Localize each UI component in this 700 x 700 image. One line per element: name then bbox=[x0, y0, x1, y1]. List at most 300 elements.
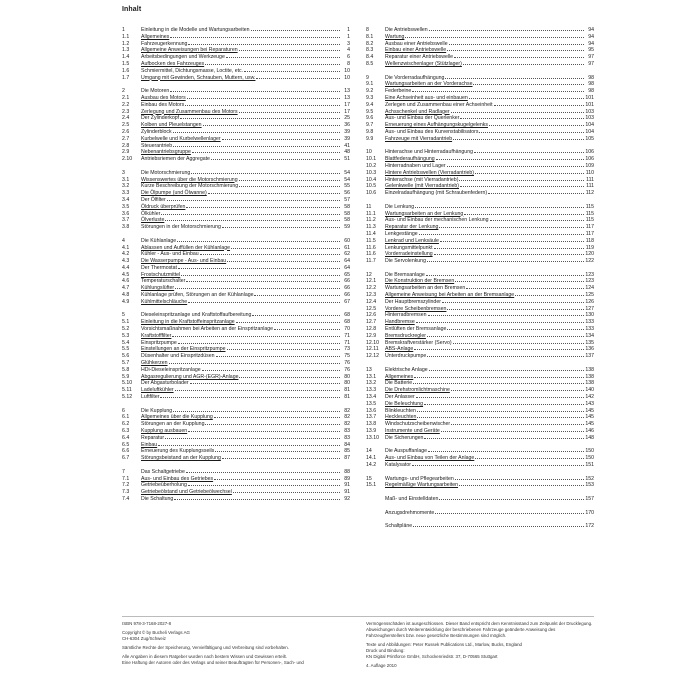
toc-entry-title: Vorsichtsmaßnahmen bei Arbeiten an der Einspritzanlage bbox=[141, 326, 274, 333]
toc-dot-leader bbox=[489, 122, 584, 126]
toc-entry-number: 11 bbox=[366, 203, 372, 210]
toc-entry bbox=[122, 47, 350, 54]
toc-entry-page: 48 bbox=[344, 149, 350, 156]
toc-entry-page: 68 bbox=[344, 319, 350, 326]
toc-dot-leader bbox=[211, 156, 340, 160]
toc-dot-leader bbox=[170, 88, 340, 92]
toc-entry-title: Die Auspuffanlage bbox=[385, 448, 428, 455]
toc-entry-page: 58 bbox=[344, 210, 350, 217]
toc-entry-page: 94 bbox=[588, 40, 594, 47]
toc-entry-page: 54 bbox=[344, 176, 350, 183]
toc-dot-leader bbox=[447, 47, 584, 51]
toc-dot-leader bbox=[239, 109, 340, 113]
toc-entry-title: Zylinderblock bbox=[141, 128, 172, 135]
toc-dot-leader bbox=[222, 224, 340, 228]
toc-entry-page: 76 bbox=[344, 360, 350, 367]
toc-entry bbox=[122, 34, 350, 41]
toc-entry-page: 136 bbox=[585, 346, 594, 353]
toc-entry-page: 150 bbox=[585, 455, 594, 462]
toc-dot-leader bbox=[416, 394, 584, 398]
toc-entry-title: Der Abgasturbolader bbox=[141, 380, 189, 387]
toc-entry bbox=[122, 217, 350, 224]
toc-entry-title: Heckleuchten bbox=[385, 414, 417, 421]
toc-entry-number: 12.5 bbox=[366, 305, 377, 312]
toc-dot-leader bbox=[463, 61, 584, 65]
toc-entry-title: Kühlmittelschläuche bbox=[141, 298, 188, 305]
toc-section bbox=[366, 448, 594, 468]
toc-entry-title: Die Lenkung bbox=[385, 203, 415, 210]
toc-dot-leader bbox=[449, 41, 584, 45]
toc-dot-leader bbox=[469, 95, 584, 99]
toc-entry bbox=[122, 122, 350, 129]
toc-entry-number: 13.6 bbox=[366, 407, 377, 414]
toc-entry-title: Katalysator bbox=[385, 462, 411, 468]
toc-entry bbox=[122, 346, 350, 353]
toc-section bbox=[122, 170, 350, 231]
toc-entry-title: Steuerantrieb bbox=[141, 142, 173, 149]
toc-entry-number: 2.4 bbox=[122, 115, 130, 122]
toc-entry-page: 81 bbox=[344, 387, 350, 394]
toc-entry bbox=[366, 333, 594, 340]
toc-entry-page: 126 bbox=[585, 298, 594, 305]
toc-entry-title: Die Schaltung bbox=[141, 495, 174, 502]
toc-dot-leader bbox=[439, 224, 584, 228]
toc-entry-title: Frostschutzmittel bbox=[141, 271, 181, 278]
toc-section bbox=[122, 408, 350, 462]
toc-dot-leader bbox=[178, 340, 340, 344]
toc-dot-leader bbox=[429, 367, 584, 371]
toc-entry-number: 2.3 bbox=[122, 108, 130, 115]
toc-dot-leader bbox=[181, 272, 340, 276]
toc-entry-page: 83 bbox=[344, 428, 350, 435]
toc-entry bbox=[366, 278, 594, 285]
toc-dot-leader bbox=[233, 489, 340, 493]
toc-entry-page: 3 bbox=[347, 40, 350, 47]
toc-entry-title: Die Ölpumpe (und Ölwanne) bbox=[141, 190, 207, 197]
toc-dot-leader bbox=[442, 299, 584, 303]
toc-entry-title: Umgang mit Gewinden, Schrauben, Muttern, usw. bbox=[141, 74, 256, 81]
toc-entry-number: 5.12 bbox=[122, 394, 133, 401]
toc-entry-title: Reparatur bbox=[141, 434, 165, 441]
toc-dot-leader bbox=[455, 278, 584, 282]
toc-entry-page: 59 bbox=[344, 224, 350, 231]
toc-chapter-entry bbox=[366, 27, 594, 34]
toc-dot-leader bbox=[445, 75, 584, 79]
toc-dot-leader bbox=[188, 482, 340, 486]
toc-entry-title: Getriebeüberholung bbox=[141, 482, 187, 489]
toc-entry bbox=[366, 136, 594, 143]
toc-entry-number: 3.7 bbox=[122, 217, 130, 224]
toc-dot-leader bbox=[473, 81, 584, 85]
toc-entry-title: Der Thermostat bbox=[141, 264, 177, 271]
toc-entry-title: Kühler - Aus- und Einbau bbox=[141, 251, 199, 258]
toc-entry-page: 98 bbox=[588, 81, 594, 88]
toc-entry-number: 1.2 bbox=[122, 40, 130, 47]
toc-entry-number: 5.7 bbox=[122, 360, 130, 367]
toc-entry-page: 145 bbox=[585, 421, 594, 428]
toc-entry bbox=[366, 312, 594, 319]
toc-entry-number: 5.11 bbox=[122, 387, 132, 394]
toc-entry-title: Die Motorschmierung bbox=[141, 169, 191, 176]
toc-entry bbox=[366, 245, 594, 252]
toc-entry bbox=[122, 414, 350, 421]
toc-section bbox=[366, 204, 594, 265]
toc-dot-leader bbox=[447, 326, 584, 330]
toc-entry-page: 83 bbox=[344, 434, 350, 441]
toc-entry-page: 17 bbox=[344, 101, 350, 108]
toc-entry-number: 6.7 bbox=[122, 455, 130, 462]
toc-entry bbox=[366, 217, 594, 224]
toc-dot-leader bbox=[165, 435, 340, 439]
toc-entry-number: 3.8 bbox=[122, 224, 130, 231]
toc-dot-leader bbox=[453, 136, 584, 140]
toc-entry-number: 8 bbox=[366, 27, 369, 33]
toc-entry-page: 91 bbox=[344, 489, 350, 496]
toc-dot-leader bbox=[417, 414, 584, 418]
toc-dot-leader bbox=[160, 394, 340, 398]
toc-entry-title: Wartungsarbeiten an den Bremsen bbox=[385, 285, 466, 292]
toc-entry-number: 14 bbox=[366, 448, 372, 455]
toc-chapter-entry bbox=[366, 510, 594, 517]
footer-paragraph: Copyright © by Bucheli Verlags AG CH-6304 Zug/Schweiz bbox=[122, 630, 190, 641]
toc-entry-page: 84 bbox=[344, 441, 350, 448]
toc-entry-title: Einleitung in die Modelle und Wartungsarbeiten bbox=[141, 27, 250, 33]
toc-entry-page: 82 bbox=[344, 421, 350, 428]
toc-entry-title: Reparatur der Lenkung bbox=[385, 224, 439, 231]
toc-entry bbox=[366, 285, 594, 292]
toc-entry-number: 13 bbox=[366, 366, 372, 373]
toc-entry bbox=[122, 455, 350, 462]
toc-entry bbox=[366, 47, 594, 54]
toc-entry-title: Wartung bbox=[385, 33, 405, 40]
toc-entry bbox=[122, 54, 350, 61]
toc-chapter-entry bbox=[366, 523, 594, 530]
toc-entry-number: 9 bbox=[366, 74, 369, 81]
toc-entry bbox=[366, 353, 594, 360]
toc-dot-leader bbox=[490, 217, 584, 221]
toc-chapter-entry bbox=[366, 204, 594, 211]
toc-entry-page: 55 bbox=[344, 183, 350, 190]
toc-entry-page: 66 bbox=[344, 292, 350, 299]
toc-entry-number: 5.8 bbox=[122, 366, 130, 373]
toc-dot-leader bbox=[214, 476, 340, 480]
toc-entry bbox=[366, 54, 594, 61]
toc-entry-number: 2 bbox=[122, 88, 125, 95]
toc-dot-leader bbox=[226, 54, 340, 58]
toc-chapter-entry bbox=[122, 88, 350, 95]
toc-dot-leader bbox=[169, 360, 340, 364]
toc-entry bbox=[366, 326, 594, 333]
toc-entry-title: Kupplung ausbauen bbox=[141, 428, 188, 435]
toc-dot-leader bbox=[466, 285, 584, 289]
toc-chapter-entry bbox=[122, 170, 350, 177]
toc-entry-title: Kurbelwelle und Kurbelwellenlager bbox=[141, 135, 221, 142]
toc-entry bbox=[366, 61, 594, 68]
toc-entry bbox=[366, 394, 594, 401]
toc-entry bbox=[122, 129, 350, 136]
toc-entry-number: 12.4 bbox=[366, 298, 377, 305]
toc-entry-page: 143 bbox=[585, 400, 594, 407]
toc-entry-number: 9.6 bbox=[366, 115, 374, 122]
toc-entry bbox=[366, 462, 594, 469]
toc-entry-page: 152 bbox=[585, 475, 594, 482]
toc-entry-title: Einstellungen an der Einspritzpumpe bbox=[141, 346, 226, 353]
toc-entry-title: Die Batterie bbox=[385, 380, 413, 387]
footer-paragraph: Vermögensschäden ist ausgeschlossen. Dieser Band entspricht dem Kenntnisstand zum Zeitpunkt der Drucklegung. Abweichungen durch Weiterentwicklung der beschriebenen Fahrzeuge geänderte Anweisung des Fahrzeugherstellers bzw. neue gesetzliche Bestimmungen sind möglich. bbox=[366, 621, 593, 638]
toc-dot-leader bbox=[419, 231, 584, 235]
toc-entry-page: 70 bbox=[344, 326, 350, 333]
toc-entry bbox=[366, 428, 594, 435]
toc-dot-leader bbox=[434, 251, 584, 255]
toc-entry-page: 123 bbox=[585, 278, 594, 285]
toc-entry-number: 2.10 bbox=[122, 156, 133, 163]
toc-entry-title: Erneuerung eines Aufhängungskugelgelenks bbox=[385, 122, 488, 129]
toc-entry-number: 13.5 bbox=[366, 400, 377, 407]
toc-entry-page: 85 bbox=[344, 448, 350, 455]
toc-entry-title: Gelenkwelle (mit Vierradantrieb) bbox=[385, 183, 460, 190]
toc-entry bbox=[122, 109, 350, 116]
toc-entry-title: Die Wasserpumpe - Aus- und Einbau bbox=[141, 258, 227, 265]
toc-dot-leader bbox=[167, 197, 340, 201]
toc-entry-title: Schaltpläne bbox=[385, 523, 413, 530]
toc-entry-title: Einbau des Motors bbox=[141, 101, 185, 108]
toc-entry bbox=[366, 211, 594, 218]
toc-entry bbox=[122, 442, 350, 449]
toc-entry-page: 13 bbox=[344, 94, 350, 101]
toc-dot-leader bbox=[208, 190, 340, 194]
toc-section bbox=[366, 27, 594, 68]
toc-entry-number: 3.6 bbox=[122, 210, 130, 217]
toc-entry bbox=[122, 333, 350, 340]
toc-entry-page: 80 bbox=[344, 380, 350, 387]
toc-entry-page: 103 bbox=[585, 115, 594, 122]
toc-entry-number: 9.4 bbox=[366, 101, 374, 108]
toc-entry-page: 111 bbox=[586, 183, 594, 190]
toc-entry-page: 8 bbox=[347, 60, 350, 67]
toc-entry-number: 3 bbox=[122, 169, 125, 176]
toc-dot-leader bbox=[158, 442, 340, 446]
toc-entry-title: Lenkgestänge bbox=[385, 230, 418, 237]
toc-entry bbox=[122, 489, 350, 496]
toc-dot-leader bbox=[173, 129, 340, 133]
toc-entry-page: 1 bbox=[347, 27, 350, 33]
toc-entry-page: 112 bbox=[585, 190, 594, 197]
toc-entry bbox=[366, 115, 594, 122]
toc-entry-page: 94 bbox=[588, 27, 594, 33]
toc-entry-page: 92 bbox=[344, 495, 350, 502]
toc-dot-leader bbox=[177, 238, 340, 242]
toc-entry-title: Kühlungslüfter bbox=[141, 285, 175, 292]
toc-entry-page: 146 bbox=[585, 428, 594, 435]
toc-entry-number: 10.5 bbox=[366, 183, 377, 190]
toc-dot-leader bbox=[416, 319, 584, 323]
toc-entry bbox=[122, 204, 350, 211]
toc-entry bbox=[122, 435, 350, 442]
toc-chapter-entry bbox=[366, 367, 594, 374]
toc-entry bbox=[122, 367, 350, 374]
toc-dot-leader bbox=[252, 312, 340, 316]
toc-entry bbox=[366, 163, 594, 170]
toc-entry-number: 4.4 bbox=[122, 264, 130, 271]
toc-entry-number: 3.1 bbox=[122, 176, 130, 183]
toc-entry-page: 98 bbox=[588, 74, 594, 81]
toc-entry-title: Erneuerung des Kupplungsseils bbox=[141, 448, 215, 455]
toc-entry-number: 5.1 bbox=[122, 319, 130, 326]
toc-entry-page: 66 bbox=[344, 285, 350, 292]
toc-dot-leader bbox=[239, 47, 340, 51]
toc-entry-title: Kolben und Pleuelstangen bbox=[141, 122, 202, 129]
toc-dot-leader bbox=[191, 170, 340, 174]
toc-entry bbox=[366, 88, 594, 95]
toc-entry-title: Öldruck überprüfen bbox=[141, 203, 186, 210]
toc-entry bbox=[122, 394, 350, 401]
toc-dot-leader bbox=[494, 102, 584, 106]
toc-entry bbox=[122, 251, 350, 258]
toc-dot-leader bbox=[188, 428, 340, 432]
toc-entry-number: 6.3 bbox=[122, 428, 130, 435]
toc-entry bbox=[366, 122, 594, 129]
toc-entry-page: 75 bbox=[344, 353, 350, 360]
toc-entry-number: 12.9 bbox=[366, 332, 377, 339]
toc-entry-title: Fahrzeuge mit Vierradantrieb bbox=[385, 135, 453, 142]
toc-dot-leader bbox=[434, 245, 584, 249]
toc-entry-page: 64 bbox=[344, 258, 350, 265]
toc-entry-number: 4.6 bbox=[122, 278, 130, 285]
toc-entry bbox=[122, 360, 350, 367]
toc-entry bbox=[366, 95, 594, 102]
toc-entry-number: 5.5 bbox=[122, 346, 130, 353]
toc-entry bbox=[122, 374, 350, 381]
toc-dot-leader bbox=[239, 183, 340, 187]
toc-entry-number: 12.2 bbox=[366, 285, 377, 292]
toc-entry-number: 11.5 bbox=[366, 237, 376, 244]
toc-entry-title: Allgemeines bbox=[385, 373, 414, 380]
toc-entry bbox=[366, 292, 594, 299]
toc-entry bbox=[366, 421, 594, 428]
toc-entry-page: 101 bbox=[585, 94, 594, 101]
toc-entry bbox=[366, 102, 594, 109]
toc-entry-title: Handbremse bbox=[385, 319, 415, 326]
toc-dot-leader bbox=[215, 448, 340, 452]
footer-paragraph: ISBN 978-3-7168-2027-8 bbox=[122, 621, 172, 626]
toc-dot-leader bbox=[170, 34, 340, 38]
toc-entry bbox=[366, 81, 594, 88]
toc-entry-number: 12 bbox=[366, 271, 372, 278]
toc-entry bbox=[366, 401, 594, 408]
toc-entry-number: 5.4 bbox=[122, 339, 130, 346]
toc-entry-number: 4.1 bbox=[122, 244, 130, 251]
toc-entry-number: 3.4 bbox=[122, 196, 130, 203]
toc-entry-title: Schmiermittel, Dichtungsmasse, Loctite, etc. bbox=[141, 67, 244, 74]
toc-entry bbox=[366, 190, 594, 197]
toc-entry-page: 71 bbox=[344, 332, 350, 339]
toc-entry-number: 8.1 bbox=[366, 33, 374, 40]
toc-dot-leader bbox=[239, 374, 340, 378]
toc-entry-title: Allgemeines über die Kupplung bbox=[141, 414, 213, 421]
toc-entry bbox=[366, 319, 594, 326]
toc-entry bbox=[122, 258, 350, 265]
toc-section bbox=[366, 523, 594, 530]
toc-entry-number: 12.11 bbox=[366, 346, 379, 353]
toc-section bbox=[122, 312, 350, 400]
toc-entry-page: 110 bbox=[585, 169, 594, 176]
toc-entry-number: 12.8 bbox=[366, 326, 377, 333]
toc-entry bbox=[122, 265, 350, 272]
toc-dot-leader bbox=[231, 245, 340, 249]
toc-entry bbox=[122, 428, 350, 435]
toc-dot-leader bbox=[459, 177, 584, 181]
toc-entry-page: 60 bbox=[344, 237, 350, 244]
toc-entry-title: Kurze Beschreibung der Motorschmierung bbox=[141, 183, 239, 190]
toc-entry-number: 9.9 bbox=[366, 135, 374, 142]
toc-entry bbox=[122, 41, 350, 48]
toc-entry-title: Zerlegen und Zusammenbau einer Achseinheit bbox=[385, 101, 493, 108]
toc-entry-page: 104 bbox=[585, 122, 594, 129]
toc-entry-title: Aus- und Einbau des Kurvenstabilisators bbox=[385, 128, 479, 135]
toc-entry-number: 1.6 bbox=[122, 67, 130, 74]
toc-entry-number: 11.2 bbox=[366, 217, 376, 224]
toc-entry-title: Die Sicherungen bbox=[385, 434, 424, 441]
toc-entry-page: 71 bbox=[344, 339, 350, 346]
toc-section bbox=[366, 476, 594, 490]
toc-entry-number: 10.6 bbox=[366, 190, 377, 197]
toc-dot-leader bbox=[180, 115, 340, 119]
toc-dot-leader bbox=[428, 312, 584, 316]
toc-entry-title: Ölverluste bbox=[141, 217, 165, 224]
toc-entry-title: Die Konstruktion der Bremsen bbox=[385, 278, 455, 285]
toc-entry-page: 109 bbox=[585, 162, 594, 169]
toc-entry-title: Getriebeölstand und Getriebeölwechsel bbox=[141, 489, 232, 496]
toc-entry-page: 115 bbox=[585, 217, 594, 224]
toc-entry-page: 41 bbox=[344, 142, 350, 149]
toc-entry bbox=[122, 353, 350, 360]
toc-dot-leader bbox=[414, 374, 584, 378]
footer-paragraph: Sämtliche Rechte der Speicherung, Vervielfältigung und Verbreitung sind vorbehalten. bbox=[122, 645, 289, 650]
toc-entry-number: 6.4 bbox=[122, 434, 130, 441]
toc-entry-page: 140 bbox=[585, 387, 594, 394]
footer-divider bbox=[122, 616, 594, 617]
toc-entry-title: Störungen an der Kupplung bbox=[141, 421, 205, 428]
toc-entry-number: 9.3 bbox=[366, 94, 374, 101]
toc-entry-page: 58 bbox=[344, 217, 350, 224]
toc-entry bbox=[366, 455, 594, 462]
toc-entry-title: Hinterachse und Hinterradaufhängung bbox=[385, 149, 473, 156]
toc-entry-number: 14.2 bbox=[366, 462, 377, 468]
toc-entry-page: 51 bbox=[344, 156, 350, 163]
toc-entry bbox=[122, 285, 350, 292]
toc-entry bbox=[122, 387, 350, 394]
toc-chapter-entry bbox=[366, 272, 594, 279]
toc-entry bbox=[122, 326, 350, 333]
toc-entry-title: Entlüften der Bremsanlage bbox=[385, 326, 447, 333]
toc-entry-title: Ladeluftkühler bbox=[141, 387, 174, 394]
toc-dot-leader bbox=[412, 88, 584, 92]
toc-entry-page: 91 bbox=[344, 482, 350, 489]
toc-entry-title: Einleitung in die Kraftstoffeinspritzanlage bbox=[141, 319, 235, 326]
toc-entry-title: Lenkrad und Lenksäule bbox=[385, 237, 439, 244]
toc-chapter-entry bbox=[122, 238, 350, 245]
toc-entry-number: 12.1 bbox=[366, 278, 377, 285]
toc-entry-page: 122 bbox=[585, 258, 594, 265]
toc-entry bbox=[122, 95, 350, 102]
toc-dot-leader bbox=[175, 387, 340, 391]
toc-entry-number: 5.2 bbox=[122, 326, 130, 333]
toc-entry-number: 2.7 bbox=[122, 135, 130, 142]
toc-entry bbox=[366, 340, 594, 347]
toc-entry-title: Einspritzpumpe bbox=[141, 339, 177, 346]
toc-entry-title: Die Drehstromlichtmaschine bbox=[385, 387, 450, 394]
toc-chapter-entry bbox=[366, 448, 594, 455]
